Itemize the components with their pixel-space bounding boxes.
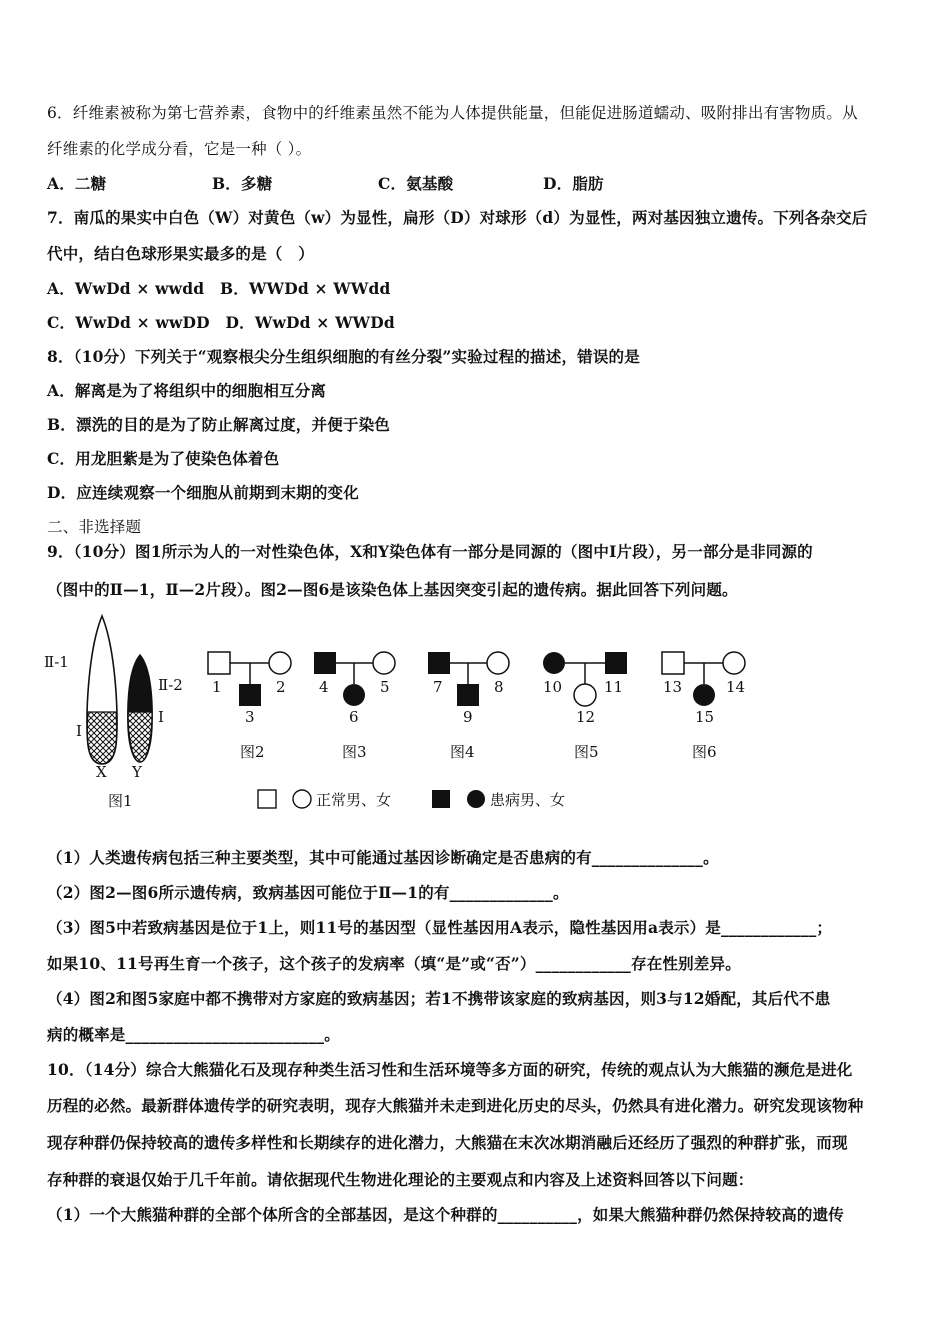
number-6: 6: [349, 708, 359, 726]
q9-sub4-line2: 病的概率是_________________________。: [47, 1025, 340, 1044]
legend-affected-label: 患病男、女: [490, 791, 566, 809]
q7-options-ab: A．WwDd × wwdd B．WWDd × WWdd: [47, 279, 391, 298]
figure2-pedigree: [208, 652, 291, 761]
section-heading: 二、非选择题: [47, 518, 142, 536]
label-ii-1: Ⅱ-1: [44, 653, 69, 671]
legend-affected-female: [467, 790, 485, 808]
individual-9: [457, 684, 479, 706]
individual-3: [239, 684, 261, 706]
label-i-left: Ⅰ: [76, 722, 82, 740]
caption-fig4: 图4: [450, 743, 475, 761]
caption-fig2: 图2: [240, 743, 265, 761]
q10-line2: 历程的必然。最新群体遗传学的研究表明，现存大熊猫并未走到进化历史的尽头，仍然具有进化潜力。研究发现该物种: [47, 1096, 864, 1115]
q9-sub2: （2）图2—图6所示遗传病，致病基因可能位于Ⅱ—1的有_____________。: [47, 883, 569, 902]
caption-fig1: 图1: [108, 792, 133, 810]
pedigree-legend: [258, 790, 565, 809]
number-1: 1: [212, 678, 222, 696]
q9-sub1: （1）人类遗传病包括三种主要类型，其中可能通过基因诊断确定是否患病的有______________。: [47, 848, 719, 867]
q9-sub4-line1: （4）图2和图5家庭中都不携带对方家庭的致病基因；若1不携带该家庭的致病基因，则3与12婚配，其后代不患: [47, 989, 831, 1008]
legend-affected-male: [432, 790, 450, 808]
figure4-pedigree: [428, 652, 509, 761]
label-ii-2: Ⅱ-2: [158, 676, 183, 694]
number-4: 4: [319, 678, 329, 696]
figure1-chromosomes: [44, 616, 183, 810]
label-x: X: [96, 763, 107, 781]
number-9: 9: [463, 708, 473, 726]
q7-options-cd: C．WwDd × wwDD D．WwDd × WWDd: [47, 313, 395, 332]
caption-fig3: 图3: [342, 743, 367, 761]
q9-sub3-line2: 如果10、11号再生育一个孩子，这个孩子的发病率（填“是”或“否”）____________存在性别差异。: [47, 954, 741, 973]
q8-stem: 8．（10分）下列关于“观察根尖分生组织细胞的有丝分裂”实验过程的描述，错误的是: [47, 347, 640, 366]
q10-line3: 现存种群仍保持较高的遗传多样性和长期续存的进化潜力，大熊猫在末次冰期消融后还经历了强烈的种群扩张，而现: [47, 1133, 848, 1152]
individual-15: [693, 684, 715, 706]
x-chromosome-segment-i: [87, 712, 117, 764]
number-11: 11: [604, 678, 624, 696]
q7-line2: 代中，结白色球形果实最多的是（ ）: [47, 244, 314, 263]
individual-11: [605, 652, 627, 674]
number-13: 13: [663, 678, 683, 696]
individual-7: [428, 652, 450, 674]
label-y: Y: [132, 763, 142, 781]
number-8: 8: [494, 678, 504, 696]
number-14: 14: [726, 678, 746, 696]
number-7: 7: [433, 678, 443, 696]
individual-4: [314, 652, 336, 674]
individual-5: [373, 652, 395, 674]
q9-line1: 9．（10分）图1所示为人的一对性染色体，X和Y染色体有一部分是同源的（图中Ⅰ片段），另一部分是非同源的: [47, 542, 813, 561]
pedigree-figure: [40, 610, 820, 825]
number-5: 5: [380, 678, 390, 696]
q6-line1: 6．纤维素被称为第七营养素，食物中的纤维素虽然不能为人体提供能量，但能促进肠道蠕动、吸附排出有害物质。从: [47, 104, 858, 122]
number-12: 12: [576, 708, 596, 726]
legend-normal-label: 正常男、女: [316, 791, 392, 809]
individual-12: [574, 684, 596, 706]
q8-option-a: A．解离是为了将组织中的细胞相互分离: [47, 381, 327, 400]
q6-option-d: D．脂肪: [543, 174, 604, 193]
legend-normal-male: [258, 790, 276, 808]
individual-14: [723, 652, 745, 674]
q6-option-c: C．氨基酸: [378, 174, 454, 193]
individual-13: [662, 652, 684, 674]
individual-2: [269, 652, 291, 674]
q7-line1: 7．南瓜的果实中白色（W）对黄色（w）为显性，扁形（D）对球形（d）为显性，两对基因独立遗传。下列各杂交后: [47, 208, 868, 227]
q6-option-a: A．二糖: [47, 174, 107, 193]
number-2: 2: [276, 678, 286, 696]
figure5-pedigree: [543, 652, 627, 761]
q10-line1: 10．（14分）综合大熊猫化石及现存种类生活习性和生活环境等多方面的研究，传统的观点认为大熊猫的濒危是进化: [47, 1060, 853, 1079]
individual-6: [343, 684, 365, 706]
q9-sub3-line1: （3）图5中若致病基因是位于1上，则11号的基因型（显性基因用A表示，隐性基因用a表示）是____________；: [47, 918, 833, 937]
q10-sub1: （1）一个大熊猫种群的全部个体所含的全部基因，是这个种群的__________，如果大熊猫种群仍然保持较高的遗传: [47, 1205, 844, 1224]
figure6-pedigree: [662, 652, 745, 761]
q10-line4: 存种群的衰退仅始于几千年前。请依据现代生物进化理论的主要观点和内容及上述资料回答以下问题：: [47, 1170, 754, 1189]
q6-line2: 纤维素的化学成分看，它是一种（ ）。: [47, 140, 312, 158]
individual-8: [487, 652, 509, 674]
caption-fig5: 图5: [574, 743, 599, 761]
q8-option-d: D．应连续观察一个细胞从前期到末期的变化: [47, 483, 359, 502]
individual-1: [208, 652, 230, 674]
q6-option-b: B．多糖: [212, 174, 273, 193]
label-i-right: Ⅰ: [158, 708, 164, 726]
q9-line2: （图中的Ⅱ—1，Ⅱ—2片段）。图2—图6是该染色体上基因突变引起的遗传病。据此回答下列问题。: [47, 580, 738, 599]
number-10: 10: [543, 678, 563, 696]
q8-option-c: C．用龙胆紫是为了使染色体着色: [47, 449, 280, 468]
figure3-pedigree: [314, 652, 395, 761]
caption-fig6: 图6: [692, 743, 717, 761]
number-3: 3: [245, 708, 255, 726]
individual-10: [543, 652, 565, 674]
legend-normal-female: [293, 790, 311, 808]
q8-option-b: B．漂洗的目的是为了防止解离过度，并便于染色: [47, 415, 391, 434]
number-15: 15: [695, 708, 715, 726]
